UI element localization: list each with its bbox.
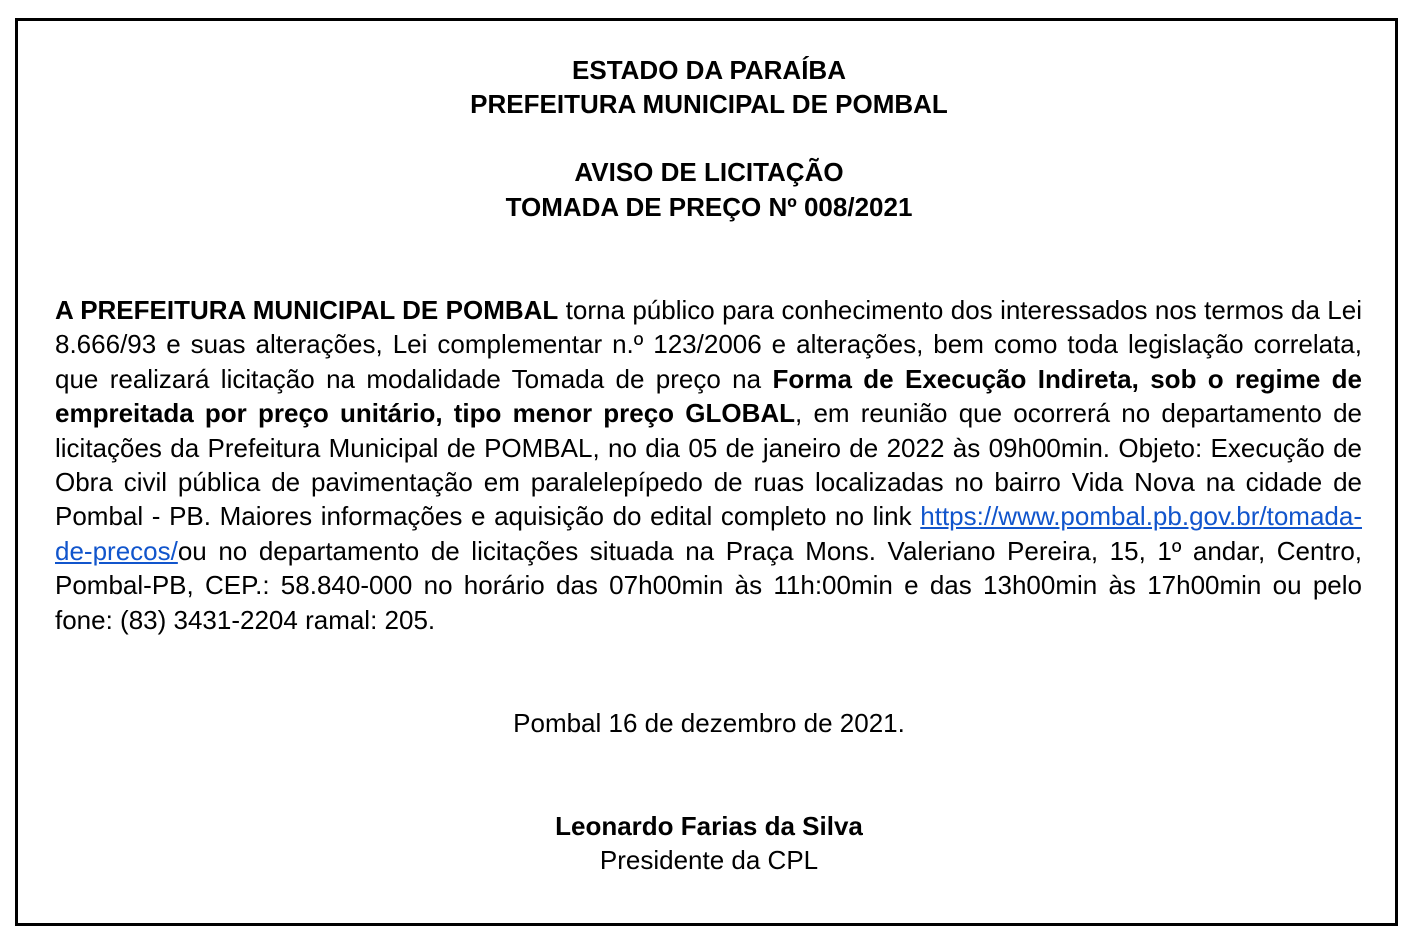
body-text-part-1: torna público para conhecimento dos interessados nos termos da Lei 8.666/93 e suas alterações, Lei complementar n.º 123/2006 e alterações, bem como toda legislação correlata, que realizará licitação na modalidade Tomada de preço na xyxy=(55,295,1362,394)
state-heading: ESTADO DA PARAÍBA xyxy=(572,55,846,85)
notice-body xyxy=(55,293,1362,637)
entity-name: A PREFEITURA MUNICIPAL DE POMBAL xyxy=(55,295,559,325)
place-date: Pombal 16 de dezembro de 2021. xyxy=(513,708,905,738)
signer-role: Presidente da CPL xyxy=(599,845,819,875)
body-text-part-3: ou no departamento de licitações situada na Praça Mons. Valeriano Pereira, 15, 1º andar, Centro, Pombal-PB, CEP.: 58.840-000 no horário das 07h00min às 11h:00min e das 13h00min às 17h00min ou pelo fone: (83) 3431-2204 ramal: 205. xyxy=(55,535,1362,635)
edital-link[interactable]: https://www.pombal.pb.gov.br/tomada-de-precos/ xyxy=(55,501,1362,566)
signer-name: Leonardo Farias da Silva xyxy=(555,811,863,841)
regime-description: Forma de Execução Indireta, sob o regime de empreitada por preço unitário, tipo menor preço GLOBAL xyxy=(55,363,1362,429)
notice-title: AVISO DE LICITAÇÃO xyxy=(574,157,844,187)
notice-number: TOMADA DE PREÇO Nº 008/2021 xyxy=(505,192,913,222)
body-text-part-2: , em reunião que ocorrerá no departamento de licitações da Prefeitura Municipal de POMBAL, no dia 05 de janeiro de 2022 às 09h00min. Objeto: Execução de Obra civil pública de pavimentação em paralelepípedo de ruas localizadas no bairro Vida Nova na cidade de Pombal - PB. Maiores informações e aquisição do edital completo no link xyxy=(55,398,1362,532)
municipality-heading: PREFEITURA MUNICIPAL DE POMBAL xyxy=(470,89,948,119)
